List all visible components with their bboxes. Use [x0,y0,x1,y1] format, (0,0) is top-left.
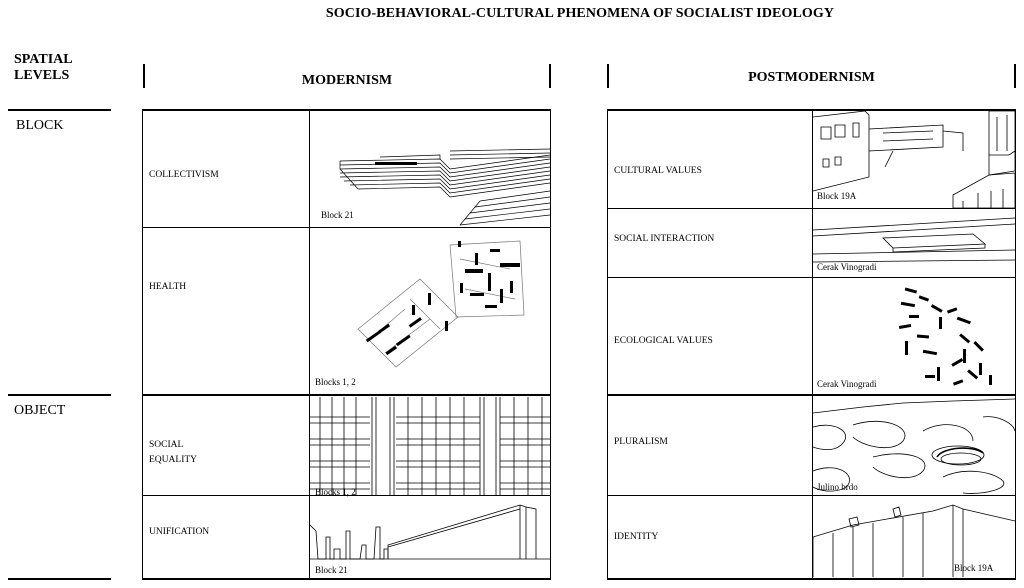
label-pluralism: PLURALISM [614,437,668,447]
label-identity: IDENTITY [614,532,659,542]
levels-rule-bottom [8,578,111,580]
modernism-rule-2 [142,394,551,396]
figure-title: SOCIO-BEHAVIORAL-CULTURAL PHENOMENA OF SOCIALIST IDEOLOGY [325,6,835,21]
label-social-equality-line-1: SOCIAL [149,440,184,450]
caption-social-interaction: Cerak Vinogradi [817,262,877,272]
label-cultural-values: CULTURAL VALUES [614,166,702,176]
postmodernism-table [607,109,1016,580]
modernism-border-right [550,109,551,580]
drawing-blocks-1-2-facade [310,397,550,495]
postmodernism-border-right [1015,109,1016,580]
modernism-table [142,109,551,580]
level-object: OBJECT [14,403,66,418]
label-collectivism: COLLECTIVISM [149,170,219,180]
postmodernism-header-right-bracket [1014,64,1016,88]
label-social-equality-line-2: EQUALITY [149,455,198,465]
label-health: HEALTH [149,282,187,292]
levels-rule-top [8,109,111,111]
modernism-rule-1 [142,227,551,228]
caption-pluralism: Julino brdo [817,482,858,492]
caption-cultural-values: Block 19A [817,191,857,201]
drawing-julino-brdo-landscape [813,397,1015,495]
caption-social-equality: Blocks 1, 2 [315,487,356,497]
modernism-border-left [142,109,143,580]
level-block: BLOCK [16,118,64,133]
spatial-levels-header [14,52,73,84]
postmodernism-header: POSTMODERNISM [748,70,875,85]
caption-ecological-values: Cerak Vinogradi [817,379,877,389]
label-social-equality [149,438,197,468]
modernism-header: MODERNISM [301,73,393,88]
modernism-header-right-bracket [549,64,551,88]
spatial-levels-header-line-2: LEVELS [14,68,70,83]
label-unification: UNIFICATION [149,527,210,537]
caption-collectivism: Block 21 [321,210,354,220]
caption-identity: Block 19A [954,563,994,573]
postmodernism-border-left [607,109,608,580]
caption-unification: Block 21 [315,565,348,575]
drawing-cerak-vinogradi-siteplan [813,279,1015,393]
label-social-interaction: SOCIAL INTERACTION [614,234,715,244]
levels-rule-middle [8,394,111,396]
modernism-rule-bottom [142,578,551,580]
caption-health: Blocks 1, 2 [315,377,356,387]
spatial-levels-header-line-1: SPATIAL [14,52,73,67]
label-ecological-values: ECOLOGICAL VALUES [614,336,713,346]
drawing-blocks-1-2-siteplan [310,229,550,393]
